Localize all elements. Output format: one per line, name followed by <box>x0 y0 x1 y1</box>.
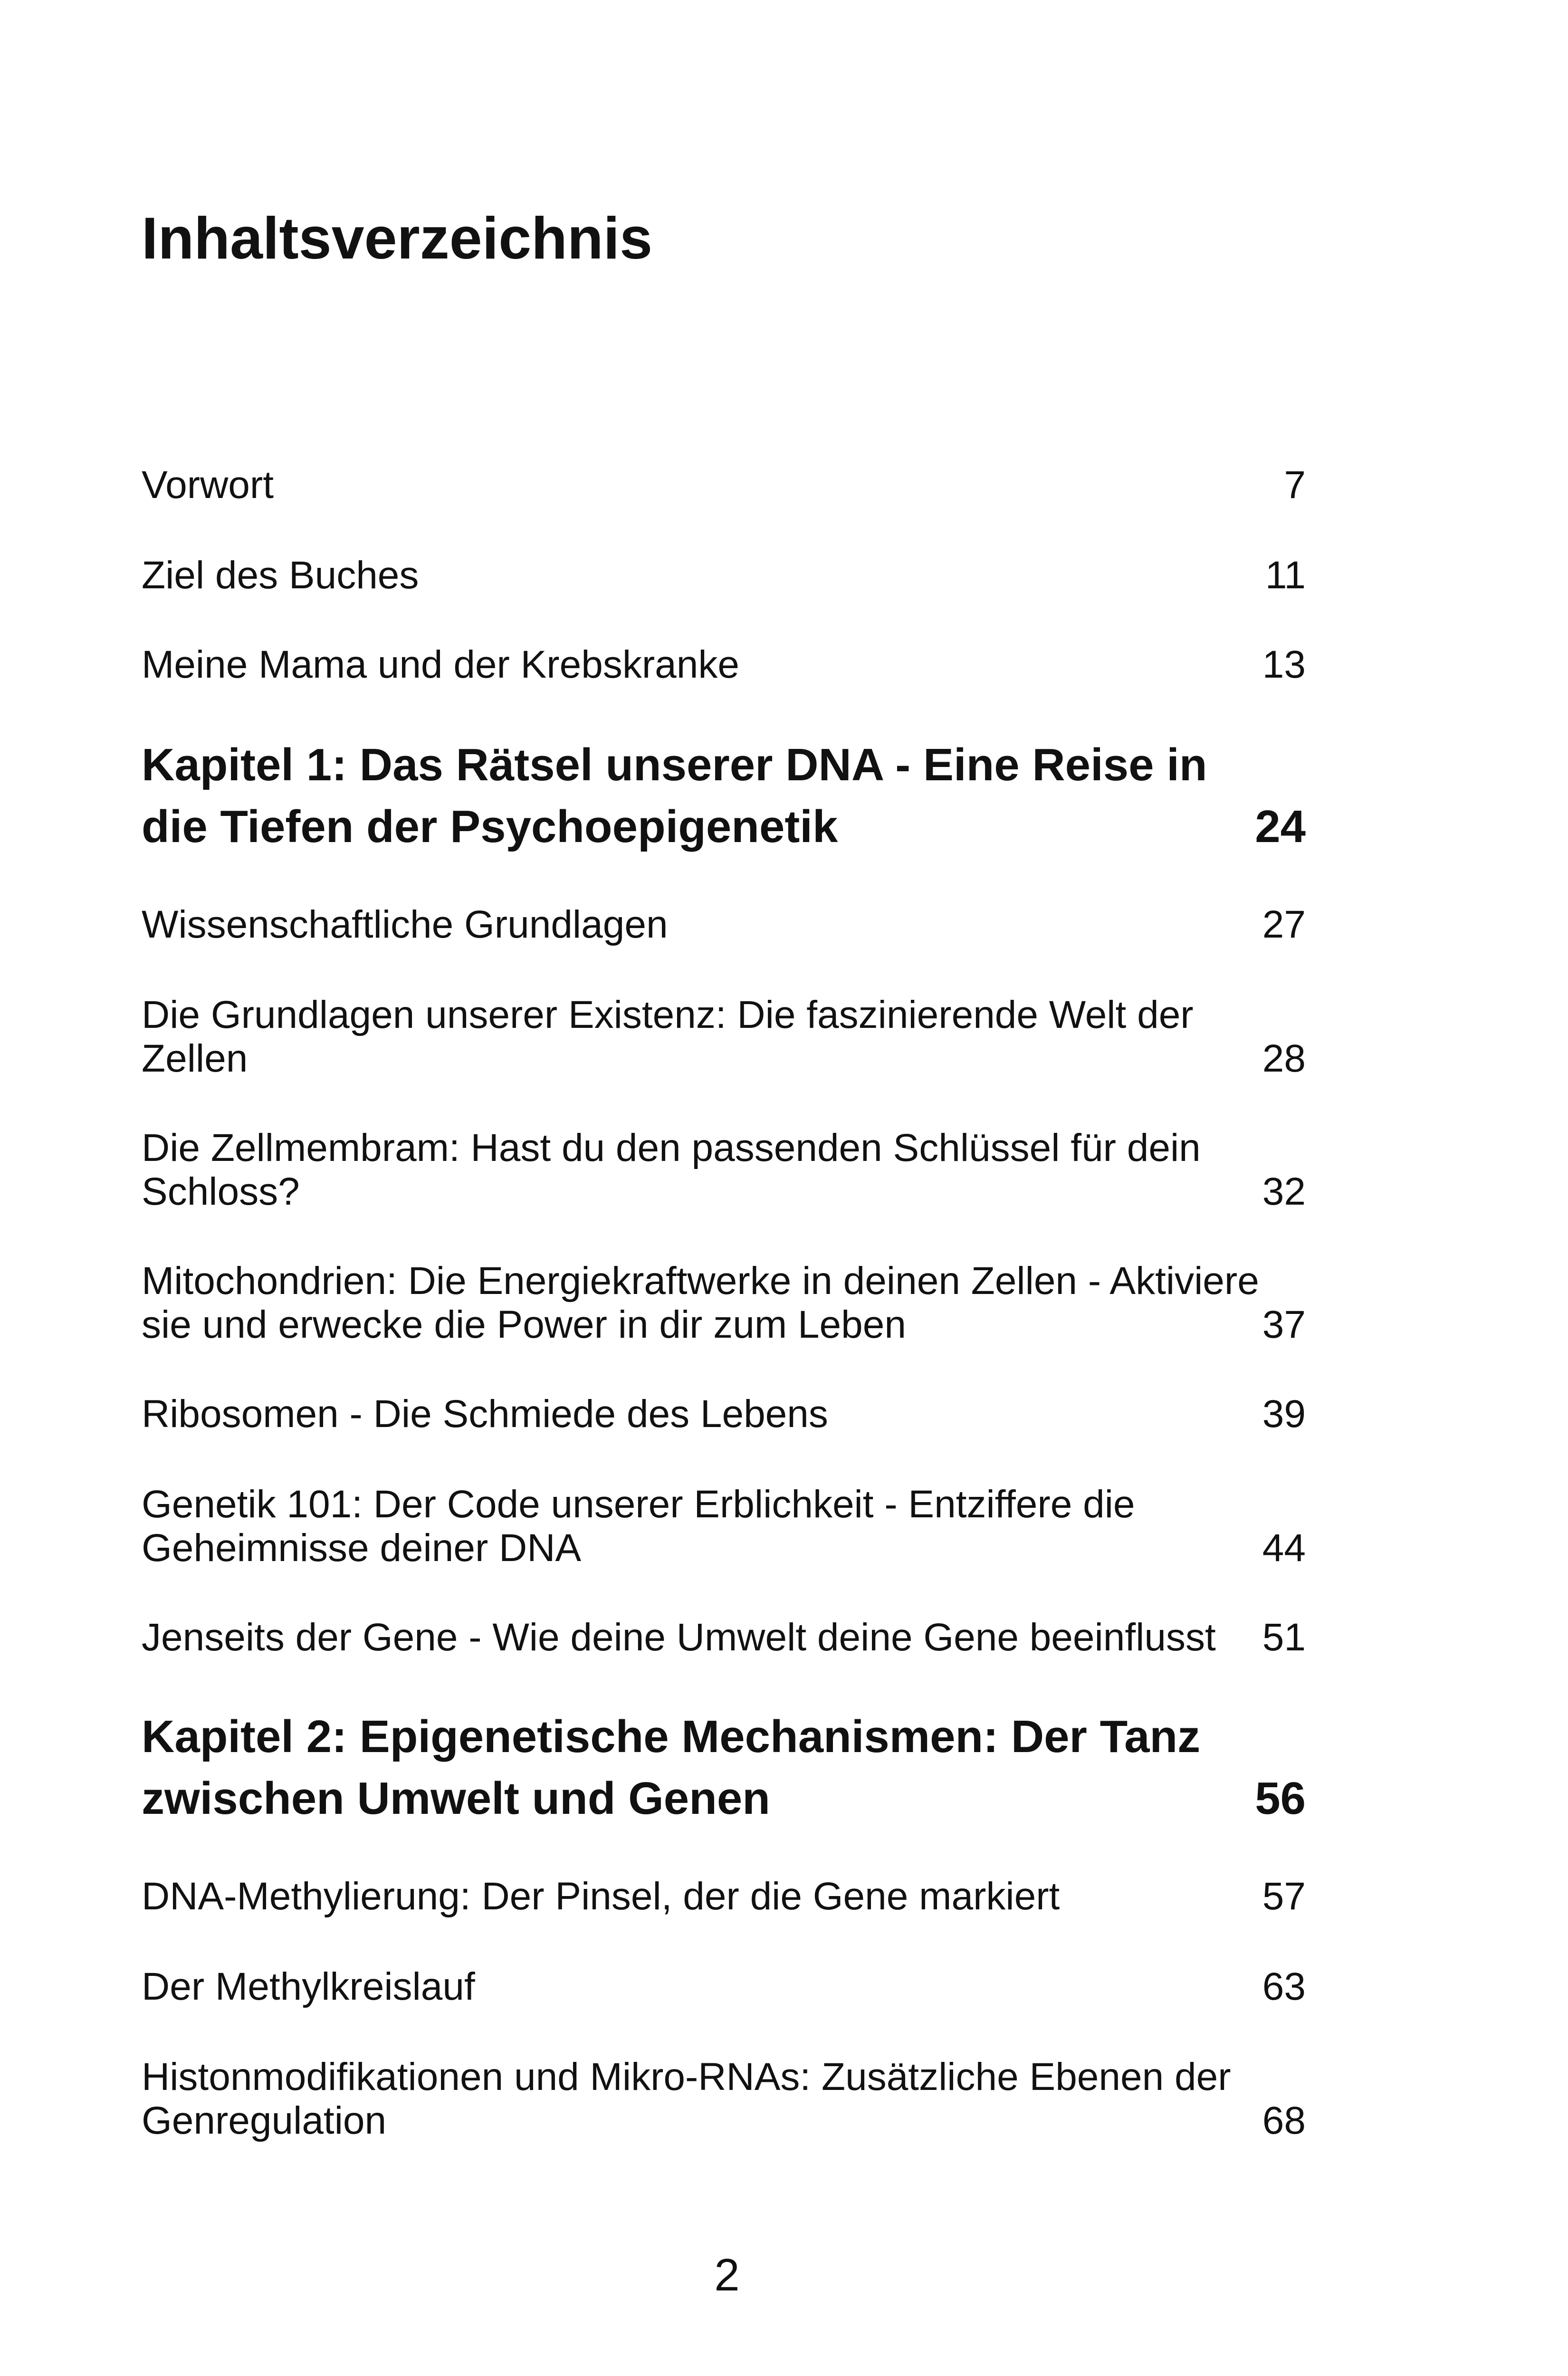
toc-entry-page: 11 <box>1265 554 1306 597</box>
toc-entry-methylkreislauf[interactable] <box>142 1965 1306 2009</box>
toc-chapter-title: Kapitel 2: Epigenetische Mechanismen: Der Tanz zwischen Umwelt und Genen <box>142 1711 1201 1824</box>
toc-entry-title: Vorwort <box>142 463 274 507</box>
toc-entry-histonmodifikationen[interactable] <box>142 2055 1306 2143</box>
page-title: Inhaltsverzeichnis <box>142 206 653 271</box>
toc-entry-ribosomen[interactable] <box>142 1392 1306 1436</box>
toc-entry-page: 7 <box>1284 463 1306 507</box>
toc-entry-genetik-101[interactable] <box>142 1483 1306 1570</box>
toc-entry-page: 57 <box>1262 1875 1306 1918</box>
toc-entry-title: Mitochondrien: Die Energiekraftwerke in deinen Zellen - Aktiviere sie und erwecke die Power in dir zum Leben <box>142 1259 1259 1346</box>
toc-entry-mitochondrien[interactable] <box>142 1259 1306 1347</box>
toc-chapter-1[interactable] <box>142 734 1306 858</box>
toc-entry-vorwort[interactable] <box>142 463 1306 507</box>
toc-chapter-2[interactable] <box>142 1706 1306 1830</box>
toc-chapter-page: 24 <box>1255 801 1306 852</box>
toc-entry-meine-mama[interactable] <box>142 643 1306 687</box>
toc-entry-page: 68 <box>1262 2099 1306 2142</box>
toc-entry-title: Die Grundlagen unserer Existenz: Die faszinierende Welt der Zellen <box>142 993 1194 1080</box>
toc-entry-title: Genetik 101: Der Code unserer Erblichkeit - Entziffere die Geheimnisse deiner DNA <box>142 1483 1135 1570</box>
toc-entry-page: 63 <box>1262 1965 1306 2008</box>
toc-chapter-title: Kapitel 1: Das Rätsel unserer DNA - Eine Reise in die Tiefen der Psychoepigenetik <box>142 739 1207 852</box>
toc-entry-page: 27 <box>1262 903 1306 946</box>
toc-entry-page: 32 <box>1262 1170 1306 1213</box>
toc-entry-page: 51 <box>1262 1616 1306 1659</box>
toc-entry-title: Die Zellmembram: Hast du den passenden Schlüssel für dein Schloss? <box>142 1126 1201 1213</box>
page-number: 2 <box>714 2250 740 2300</box>
toc-entry-title: Histonmodifikationen und Mikro-RNAs: Zusätzliche Ebenen der Genregulation <box>142 2055 1231 2142</box>
toc-entry-title: DNA-Methylierung: Der Pinsel, der die Gene markiert <box>142 1875 1060 1918</box>
toc-entry-page: 37 <box>1262 1303 1306 1346</box>
toc-entry-wissenschaftliche-grundlagen[interactable] <box>142 903 1306 947</box>
toc-chapter-page: 56 <box>1255 1773 1306 1824</box>
toc-entry-jenseits-der-gene[interactable] <box>142 1616 1306 1659</box>
toc-entry-title: Ribosomen - Die Schmiede des Lebens <box>142 1392 828 1436</box>
toc-entry-page: 13 <box>1262 643 1306 686</box>
toc-entry-page: 44 <box>1262 1526 1306 1570</box>
toc-entry-zellmembram[interactable] <box>142 1126 1306 1214</box>
toc-entry-zellen[interactable] <box>142 993 1306 1081</box>
toc-entry-title: Wissenschaftliche Grundlagen <box>142 903 668 946</box>
toc-entry-dna-methylierung[interactable] <box>142 1875 1306 1918</box>
toc-entry-ziel-des-buches[interactable] <box>142 554 1306 597</box>
toc-entry-title: Ziel des Buches <box>142 554 419 597</box>
toc-entry-title: Der Methylkreislauf <box>142 1965 475 2008</box>
toc-entry-title: Meine Mama und der Krebskranke <box>142 643 739 686</box>
toc-entry-page: 39 <box>1262 1392 1306 1436</box>
toc-entry-title: Jenseits der Gene - Wie deine Umwelt deine Gene beeinflusst <box>142 1616 1216 1659</box>
toc-entry-page: 28 <box>1262 1037 1306 1080</box>
